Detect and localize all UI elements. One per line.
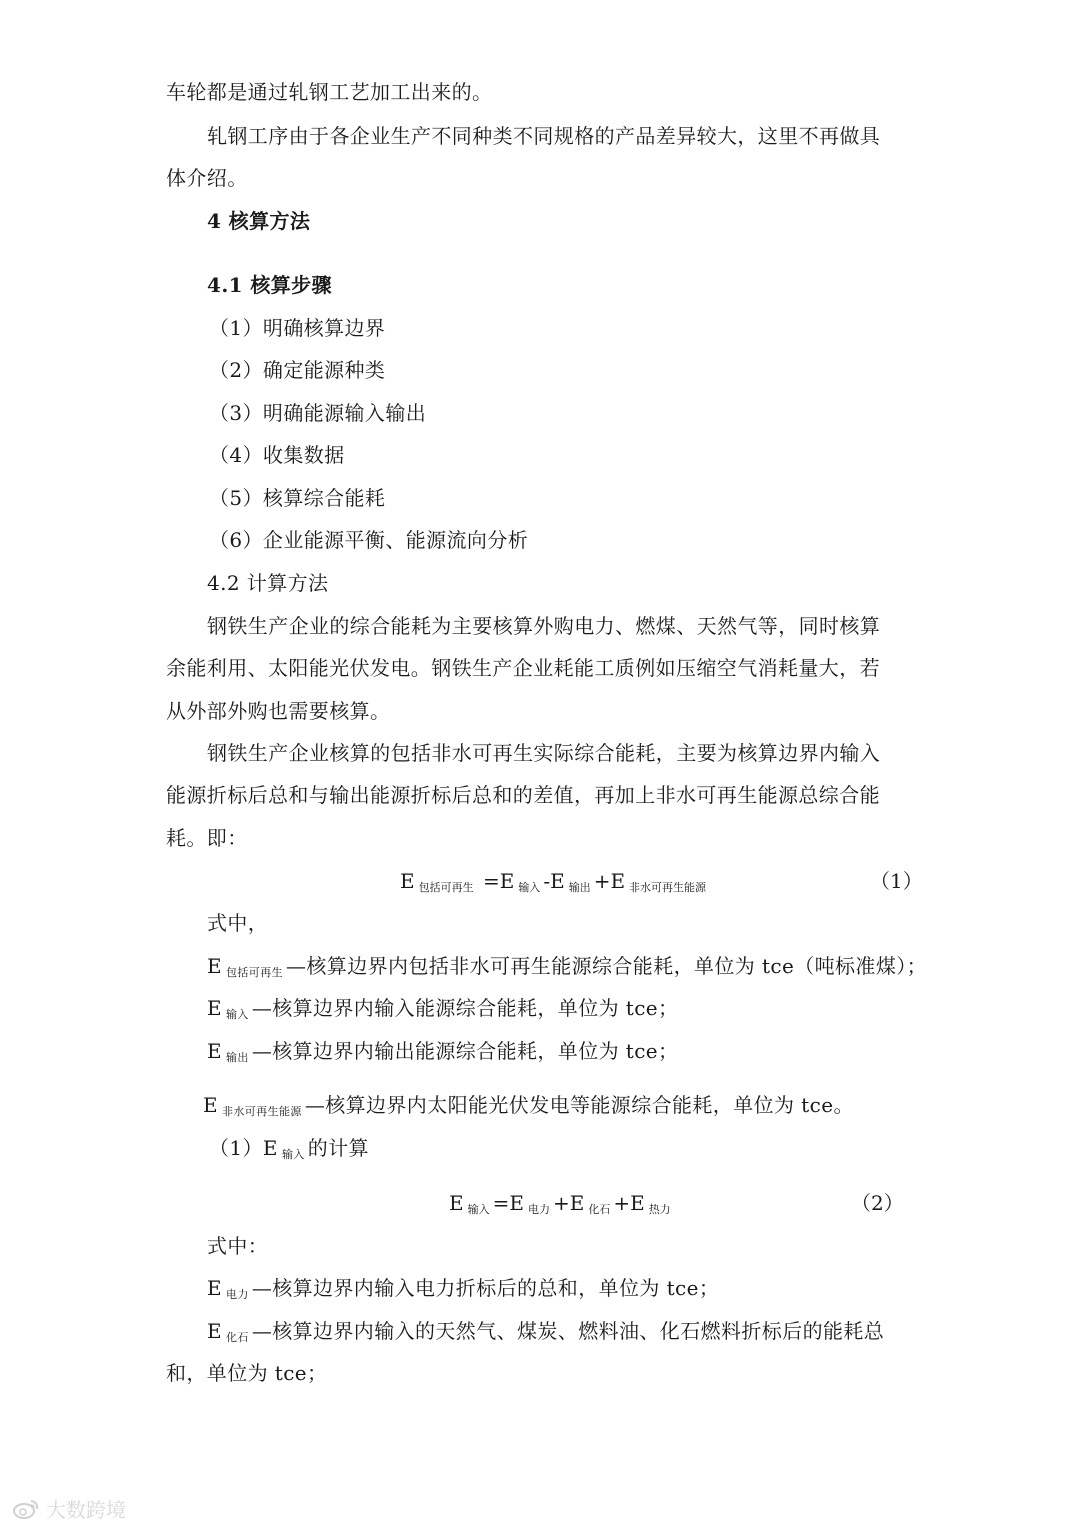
step-item: （5）核算综合能耗 [209,486,386,510]
where-label: 式中： [207,1234,269,1258]
step-item: （4）收集数据 [209,443,345,467]
definition-line: E $_{包括可再生}$ —核算边界内包括非水可再生能源综合能耗，单位为 tce（吨标准煤）； [207,954,928,979]
calc-heading: （1）E $_{输入}$ 的计算 [209,1136,369,1161]
paragraph-line: 余能利用、太阳能光伏发电。钢铁生产企业耗能工质例如压缩空气消耗量大，若 [166,656,880,680]
paragraph-line: 车轮都是通过轧钢工艺加工出来的。 [166,80,493,104]
section-heading-4-1: 4.1 核算步骤 [207,273,332,297]
equation-number: （1） [870,869,923,893]
definition-line: 和，单位为 tce； [166,1361,328,1385]
section-heading-4: 4 核算方法 [207,209,311,233]
definition-line: E $_{非水可再生能源}$ —核算边界内太阳能光伏发电等能源综合能耗，单位为 tce。 [203,1093,854,1118]
paragraph-line: 从外部外购也需要核算。 [166,699,391,723]
equation-2: E $_{输入}$ =E $_{电力}$ +E $_{化石}$ +E $_{热力}$ [449,1191,671,1216]
section-heading-4-2: 4.2 计算方法 [207,571,329,595]
step-item: （1）明确核算边界 [209,316,386,340]
paragraph-line: 钢铁生产企业核算的包括非水可再生实际综合能耗，主要为核算边界内输入 [207,741,881,765]
paragraph-line: 能源折标后总和与输出能源折标后总和的差值，再加上非水可再生能源总综合能 [166,783,880,807]
equation-number: （2） [851,1191,904,1215]
step-item: （6）企业能源平衡、能源流向分析 [209,528,529,552]
equation-1: E $_{包括可再生}$ =E $_{输入}$ -E $_{输出}$ +E $_{非水可再生能源}$ [400,869,707,894]
definition-line: E $_{输入}$ —核算边界内输入能源综合能耗，单位为 tce； [207,996,679,1021]
where-label: 式中， [207,911,269,935]
paragraph-line: 耗。即： [166,826,248,850]
weibo-like-logo-icon [12,1498,40,1520]
step-item: （2）确定能源种类 [209,358,386,382]
paragraph-line: 体介绍。 [166,166,248,190]
definition-line: E $_{化石}$ —核算边界内输入的天然气、煤炭、燃料油、化石燃料折标后的能耗总 [207,1319,885,1344]
watermark [12,1494,126,1523]
definition-line: E $_{电力}$ —核算边界内输入电力折标后的总和，单位为 tce； [207,1276,720,1301]
step-item: （3）明确能源输入输出 [209,401,427,425]
definition-line: E $_{输出}$ —核算边界内输出能源综合能耗，单位为 tce； [207,1039,679,1064]
watermark-text: 大数跨境 [46,1498,126,1522]
paragraph-line: 钢铁生产企业的综合能耗为主要核算外购电力、燃煤、天然气等，同时核算 [207,614,881,638]
paragraph-line: 轧钢工序由于各企业生产不同种类不同规格的产品差异较大，这里不再做具 [207,124,881,148]
